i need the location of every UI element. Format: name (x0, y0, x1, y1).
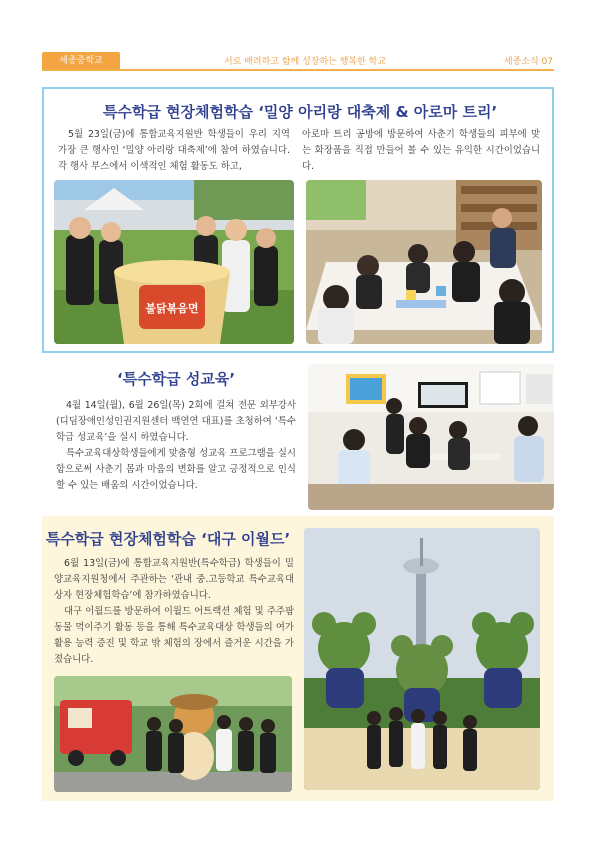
section2-paragraph-1-text: 4월 14일(월), 6월 26일(목) 2회에 걸쳐 전문 외부강사(디딤장애인성인권지원센터 백연연 대표)를 초청하여 ‘특수학급 성교육’을 실시 하였습니다. (56, 400, 296, 443)
mascot-photo-image (54, 676, 292, 792)
section3-text (54, 556, 294, 668)
section2-title: ‘특수학급 성교육’ (116, 370, 236, 388)
section2-text (56, 398, 296, 494)
header-motto: 서로 배려하고 함께 성장하는 행복한 학교 (223, 57, 387, 67)
festival-photo (54, 180, 294, 344)
section3-title: 특수학급 현장체험학습 ‘대구 이월드’ (45, 530, 291, 548)
festival-photo-image (54, 180, 294, 344)
eworld-tower-photo (304, 528, 540, 790)
section1-left-paragraph: 5월 23일(금)에 통합교육지원반 학생들이 우리 지역 가장 큰 행사인 ‘밀양 아리랑 대축제’에 참여 하였습니다. 각 행사 부스에서 이색적인 체험 활동도 하고, (58, 129, 290, 172)
eworld-tower-photo-image (304, 528, 540, 790)
section3-paragraph-1-text: 6월 13일(금)에 통합교육지원반(특수학급) 학생들이 밀양교육지원청에서 주관하는 ‘관내 중.고등학교 특수교육대상자 현장체험학습’에 참가하였습니다. (54, 558, 294, 601)
section1-right-text: 아로마 트리 공방에 방문하여 사춘기 학생들의 피부에 맞는 화장품을 직접 만들어 볼 수 있는 유익한 시간이었습니다. (302, 129, 540, 172)
section1-title: 특수학급 현장체험학습 ‘밀양 아리랑 대축제 & 아로마 트리’ (102, 103, 498, 121)
section1-left-text (58, 127, 290, 175)
mascot-photo (54, 676, 292, 792)
section-eworld (42, 516, 554, 801)
section2-paragraph-2-text: 특수교육대상학생들에게 맞춤형 성교육 프로그램을 실시함으로써 사춘기 몸과 마음의 변화를 알고 긍정적으로 인식할 수 있는 배움의 시간이었습니다. (56, 448, 296, 491)
sex-education-photo-image (308, 364, 554, 510)
aroma-class-photo-image (306, 180, 542, 344)
sex-education-photo (308, 364, 554, 510)
section2-paragraph-1 (56, 398, 296, 446)
section3-paragraph-2-text: 대구 이월드를 방문하여 이월드 어트랙션 체험 및 주주팜 동물 먹이주기 활동 등을 통해 특수교육대상 학생들의 여가 활용 능력 증진 및 학교 밖 체험의 장에서 즐거운 시간을 가졌습니다. (54, 606, 294, 665)
section3-paragraph-1 (54, 556, 294, 604)
header-divider (42, 69, 554, 71)
header-page-label: 세종소식 07 (503, 57, 553, 67)
section-milyang-festival (42, 87, 554, 353)
header-school-tab: 세종중학교 (42, 52, 120, 70)
aroma-class-photo (306, 180, 542, 344)
ramen-cup-label: 불닭볶음면 (145, 302, 199, 315)
section2-paragraph-2 (56, 446, 296, 494)
section3-paragraph-2 (54, 604, 294, 668)
